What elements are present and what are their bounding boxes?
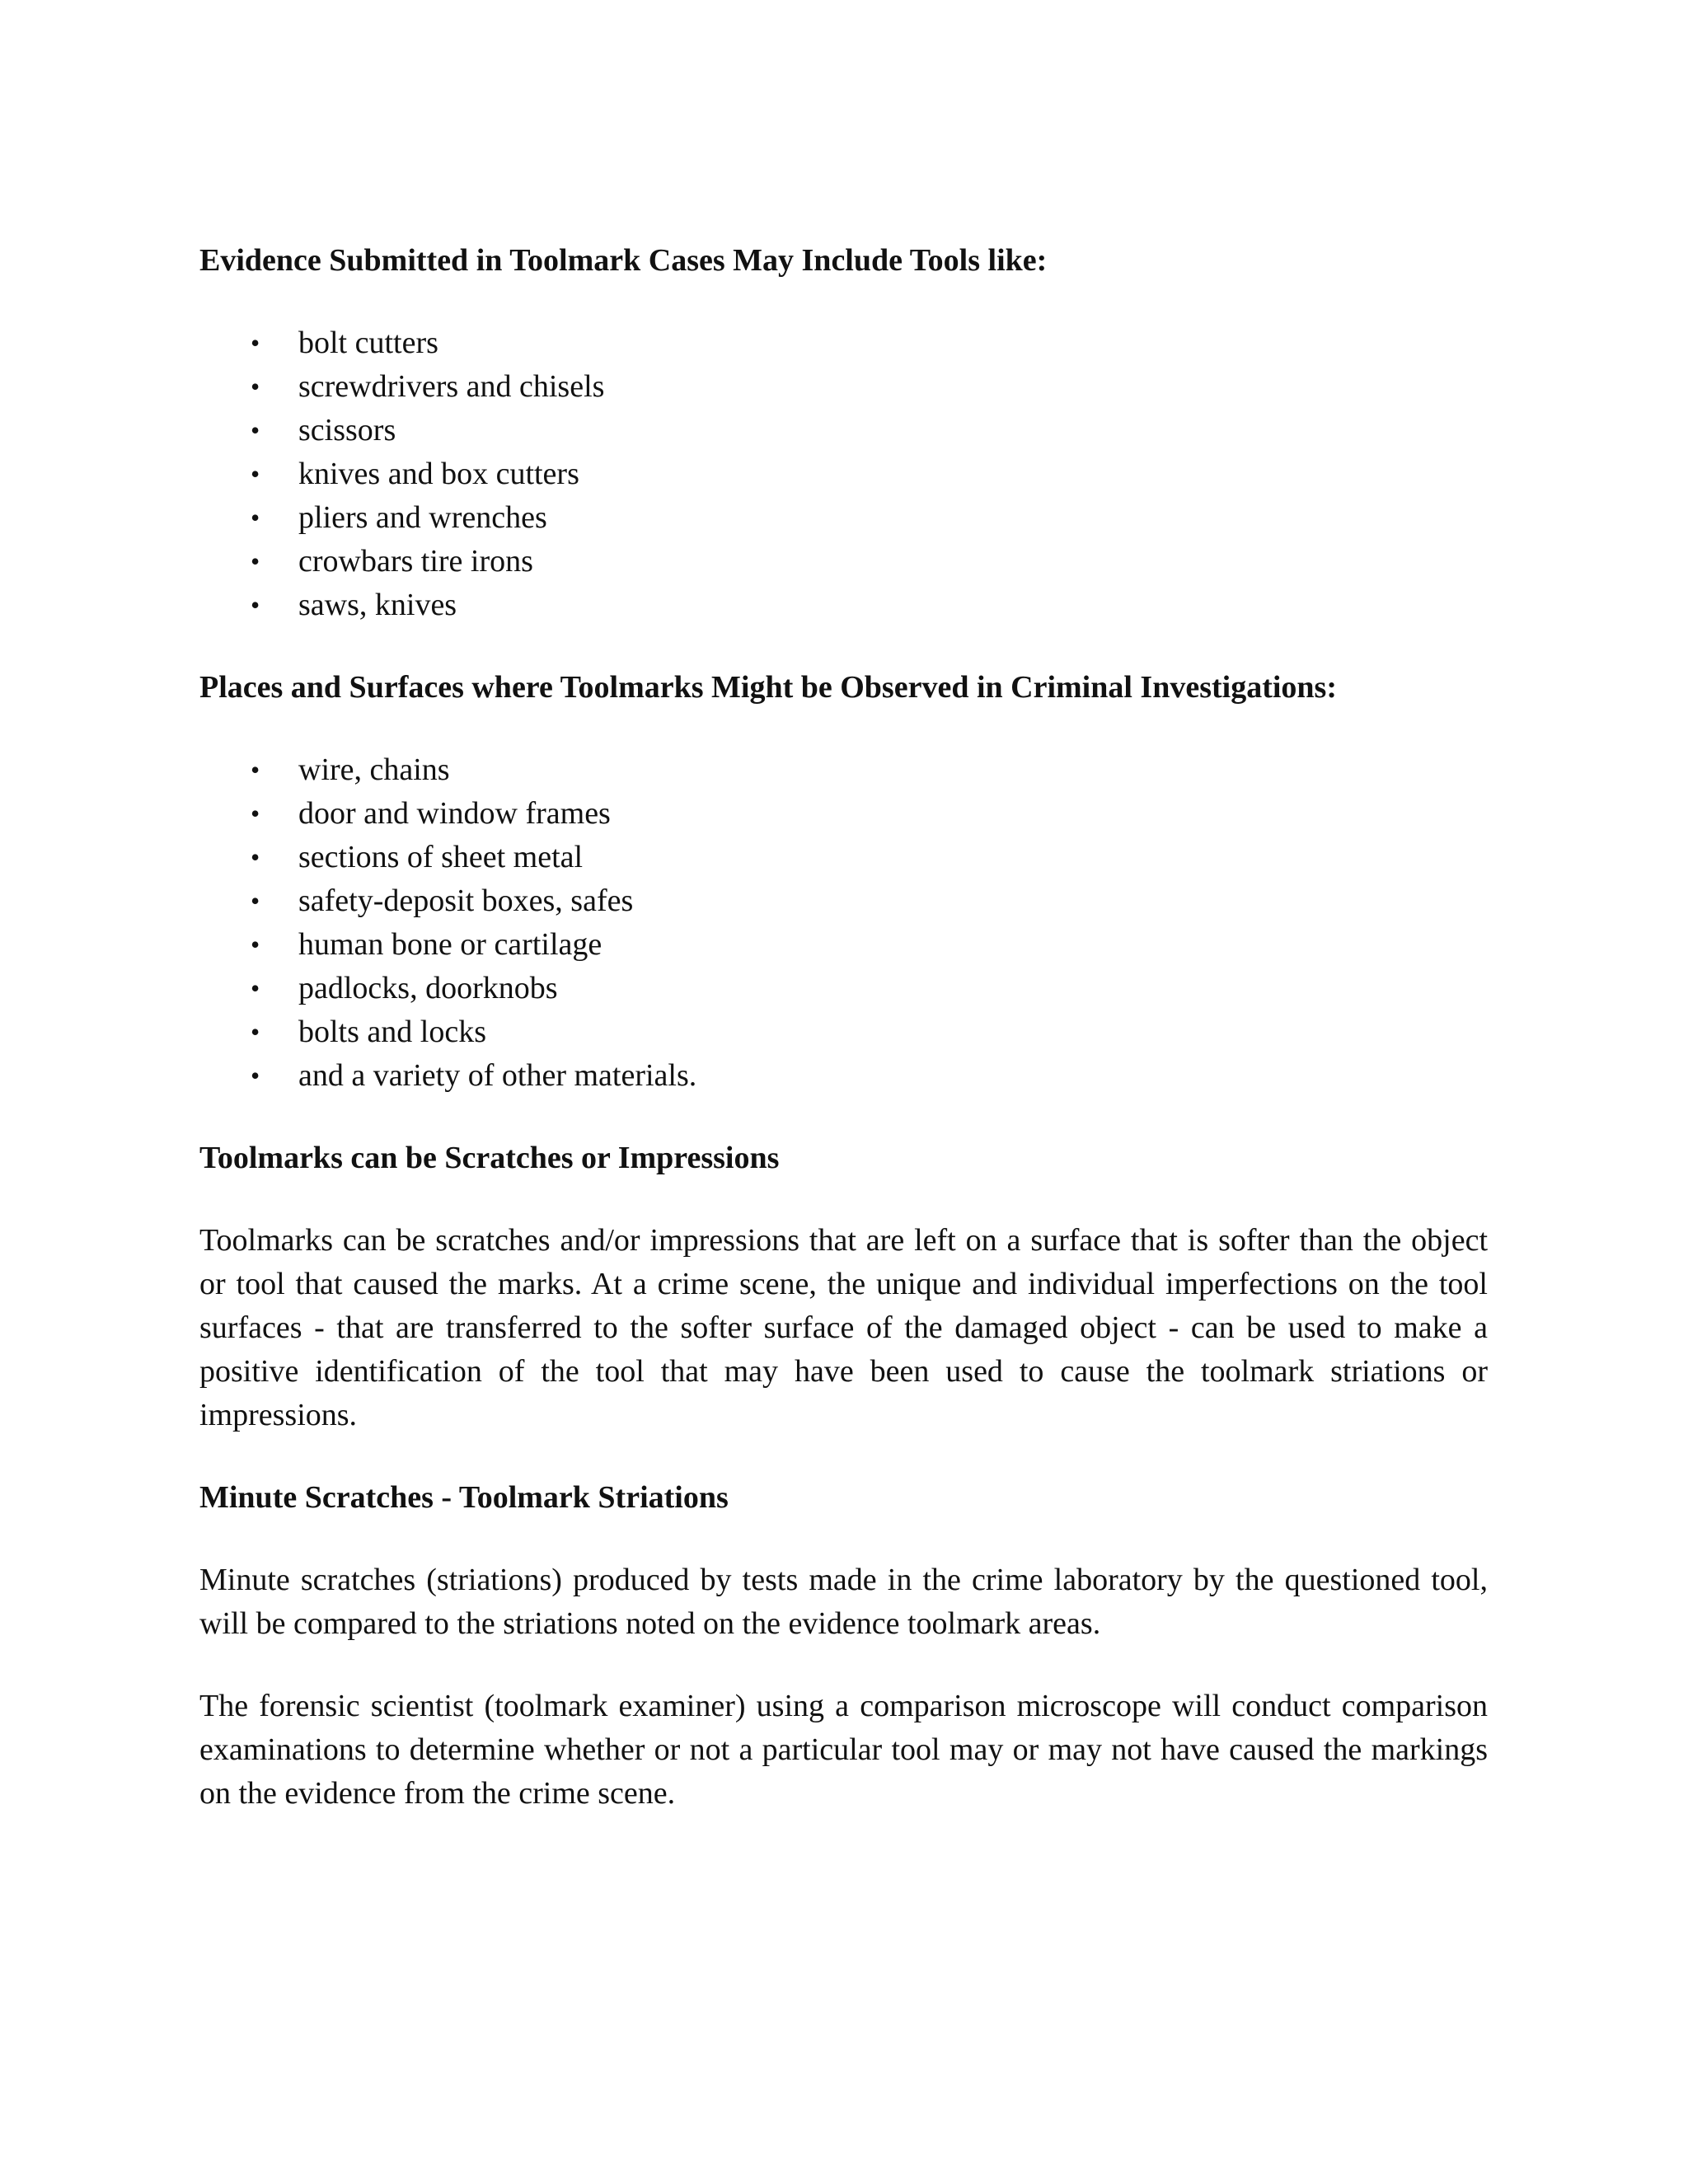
tools-list	[199, 321, 1488, 627]
bullet-icon: •	[251, 546, 260, 576]
list-item-text: and a variety of other materials.	[298, 1058, 697, 1093]
list-item	[199, 836, 1488, 879]
bullet-icon: •	[251, 328, 260, 358]
bullet-icon: •	[251, 415, 260, 445]
list-item-text: human bone or cartilage	[298, 927, 603, 962]
list-item	[199, 583, 1488, 627]
bullet-icon: •	[251, 842, 260, 872]
list-item-text: sections of sheet metal	[298, 840, 584, 874]
section-heading-tools: Evidence Submitted in Toolmark Cases May Include Tools like:	[199, 243, 1048, 278]
list-item	[199, 792, 1488, 836]
list-item-text: door and window frames	[298, 796, 611, 831]
list-item	[199, 1054, 1488, 1098]
paragraph-toolmarks-definition: Toolmarks can be scratches and/or impressions that are left on a surface that is softer than the object or tool that caused the marks. At a crime scene, the unique and individual imperfections on the tool surfaces - that are transferred to the softer surface of the damaged object - can be used to make a positive identification of the tool that may have been used to cause the toolmark striations or impressions.	[199, 1223, 1488, 1432]
bullet-icon: •	[251, 372, 260, 401]
section-heading-striations: Minute Scratches - Toolmark Striations	[199, 1480, 729, 1515]
bullet-icon: •	[251, 755, 260, 785]
list-item	[199, 496, 1488, 540]
list-item	[199, 1010, 1488, 1054]
bullet-icon: •	[251, 1017, 260, 1047]
section-heading-scratches-impressions: Toolmarks can be Scratches or Impressions	[199, 1141, 780, 1175]
list-item	[199, 923, 1488, 967]
paragraph-forensic-scientist: The forensic scientist (toolmark examiner) using a comparison microscope will conduct comparison examinations to determine whether or not a particular tool may or may not have caused the markings on the evidence from the crime scene.	[199, 1689, 1488, 1811]
paragraph-minute-scratches: Minute scratches (striations) produced by tests made in the crime laboratory by the questioned tool, will be compared to the striations noted on the evidence toolmark areas.	[199, 1563, 1488, 1641]
list-item	[199, 879, 1488, 923]
list-item-text: wire, chains	[298, 752, 450, 787]
list-item	[199, 365, 1488, 409]
bullet-icon: •	[251, 459, 260, 489]
bullet-icon: •	[251, 503, 260, 532]
list-item	[199, 748, 1488, 792]
bullet-icon: •	[251, 799, 260, 828]
list-item-text: padlocks, doorknobs	[298, 971, 558, 1005]
list-item	[199, 540, 1488, 583]
list-item	[199, 409, 1488, 452]
list-item-text: crowbars tire irons	[298, 544, 533, 579]
bullet-icon: •	[251, 930, 260, 959]
bullet-icon: •	[251, 973, 260, 1003]
list-item	[199, 321, 1488, 365]
bullet-icon: •	[251, 886, 260, 916]
list-item	[199, 967, 1488, 1010]
list-item-text: safety-deposit boxes, safes	[298, 883, 634, 918]
bullet-icon: •	[251, 1061, 260, 1090]
list-item-text: bolt cutters	[298, 326, 438, 360]
bullet-icon: •	[251, 590, 260, 620]
list-item-text: scissors	[298, 413, 396, 448]
list-item-text: pliers and wrenches	[298, 500, 547, 535]
list-item-text: screwdrivers and chisels	[298, 369, 605, 404]
list-item-text: knives and box cutters	[298, 457, 579, 491]
list-item-text: saws, knives	[298, 588, 457, 622]
list-item-text: bolts and locks	[298, 1015, 486, 1049]
section-heading-places: Places and Surfaces where Toolmarks Might be Observed in Criminal Investigations:	[199, 670, 1337, 705]
places-list	[199, 748, 1488, 1098]
document-page	[199, 239, 1488, 1854]
list-item	[199, 452, 1488, 496]
